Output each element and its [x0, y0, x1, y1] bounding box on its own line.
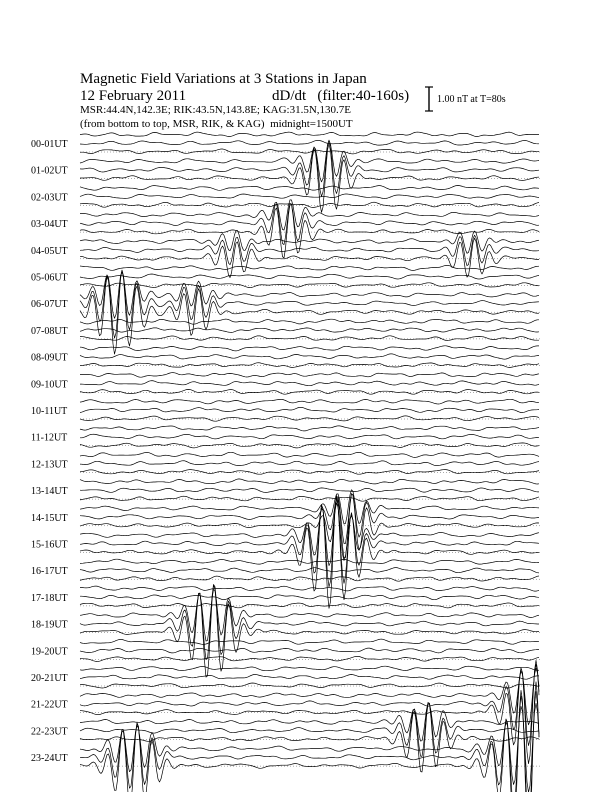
order-note: (from bottom to top, MSR, RIK, & KAG) [80, 118, 265, 130]
hour-label: 03-04UT [31, 219, 68, 231]
mode-label: dD/dt [272, 88, 307, 104]
trace-msr [80, 336, 539, 341]
hour-label: 19-20UT [31, 646, 68, 658]
trace-rik [80, 381, 539, 386]
trace-msr [80, 202, 539, 207]
trace-rik [80, 488, 539, 493]
trace-msr [80, 443, 539, 448]
hour-label: 08-09UT [31, 352, 68, 364]
trace-rik [80, 328, 539, 333]
trace-kag [80, 586, 539, 591]
trace-msr [80, 470, 539, 475]
trace-kag [80, 319, 539, 324]
trace-kag [80, 452, 539, 457]
station-list: MSR:44.4N,142.3E; RIK:43.5N,143.8E; KAG:31.5N,130.7E [80, 104, 352, 116]
trace-kag [80, 399, 539, 404]
chart-date: 12 February 2011 [80, 88, 187, 104]
trace-rik [80, 354, 539, 359]
hour-label: 13-14UT [31, 486, 68, 498]
trace-rik [80, 585, 539, 660]
hour-label: 23-24UT [31, 753, 68, 765]
trace-kag [80, 703, 539, 792]
trace-rik [80, 204, 539, 245]
hour-label: 07-08UT [31, 325, 68, 337]
hour-label: 01-02UT [31, 165, 68, 177]
hour-label: 00-01UT [31, 139, 68, 150]
midnight-note: midnight=1500UT [270, 118, 353, 130]
trace-rik [80, 194, 539, 199]
hour-label: 04-05UT [31, 245, 68, 257]
trace-rik [80, 692, 539, 792]
trace-kag [80, 703, 539, 741]
trace-rik [80, 595, 539, 600]
trace-kag [80, 373, 539, 378]
trace-kag [80, 200, 539, 230]
trace-msr [80, 603, 539, 608]
hour-label: 10-11UT [31, 406, 68, 417]
trace-msr [80, 149, 539, 154]
hour-label: 09-10UT [31, 379, 68, 391]
trace-rik [80, 407, 539, 412]
trace-kag [80, 426, 539, 431]
trace-msr [80, 283, 539, 288]
hour-label: 12-13UT [31, 459, 68, 471]
chart-title: Magnetic Field Variations at 3 Stations in Japan [80, 71, 367, 87]
hour-label: 05-06UT [31, 272, 68, 284]
hour-label: 18-19UT [31, 619, 68, 631]
hour-label: 11-12UT [31, 432, 68, 444]
trace-rik [80, 140, 539, 196]
trace-msr [80, 586, 539, 678]
trace-msr [80, 363, 539, 368]
trace-msr [80, 660, 539, 763]
trace-msr [80, 496, 539, 501]
trace-msr [80, 389, 539, 394]
trace-kag [80, 479, 539, 484]
trace-rik [80, 235, 539, 265]
hour-label: 17-18UT [31, 592, 68, 604]
trace-kag [80, 559, 539, 564]
scale-label: 1.00 nT at T=80s [437, 94, 506, 105]
hour-label: 16-17UT [31, 566, 68, 578]
trace-rik [80, 648, 539, 653]
trace-msr [80, 683, 539, 688]
trace-kag [80, 346, 539, 351]
trace-rik [80, 274, 539, 279]
trace-rik [80, 140, 539, 145]
hour-label: 02-03UT [31, 192, 68, 204]
hour-label: 21-22UT [31, 699, 68, 711]
trace-msr [80, 576, 539, 581]
filter-label: (filter:40-160s) [317, 88, 410, 104]
trace-kag [80, 132, 539, 136]
trace-kag [80, 590, 539, 642]
trace-msr [80, 496, 539, 609]
trace-msr [80, 656, 539, 661]
hour-label: 06-07UT [31, 299, 68, 311]
hour-label: 14-15UT [31, 512, 68, 524]
hour-label: 22-23UT [31, 726, 68, 738]
trace-kag [80, 639, 539, 644]
hour-label: 20-21UT [31, 673, 68, 684]
trace-rik [80, 461, 539, 466]
hour-label: 15-16UT [31, 539, 68, 551]
trace-rik [80, 703, 539, 757]
trace-rik [80, 568, 539, 573]
trace-msr [80, 416, 539, 421]
trace-kag [80, 666, 539, 671]
trace-rik [80, 675, 539, 680]
trace-rik [80, 434, 539, 439]
trace-msr [80, 204, 539, 258]
